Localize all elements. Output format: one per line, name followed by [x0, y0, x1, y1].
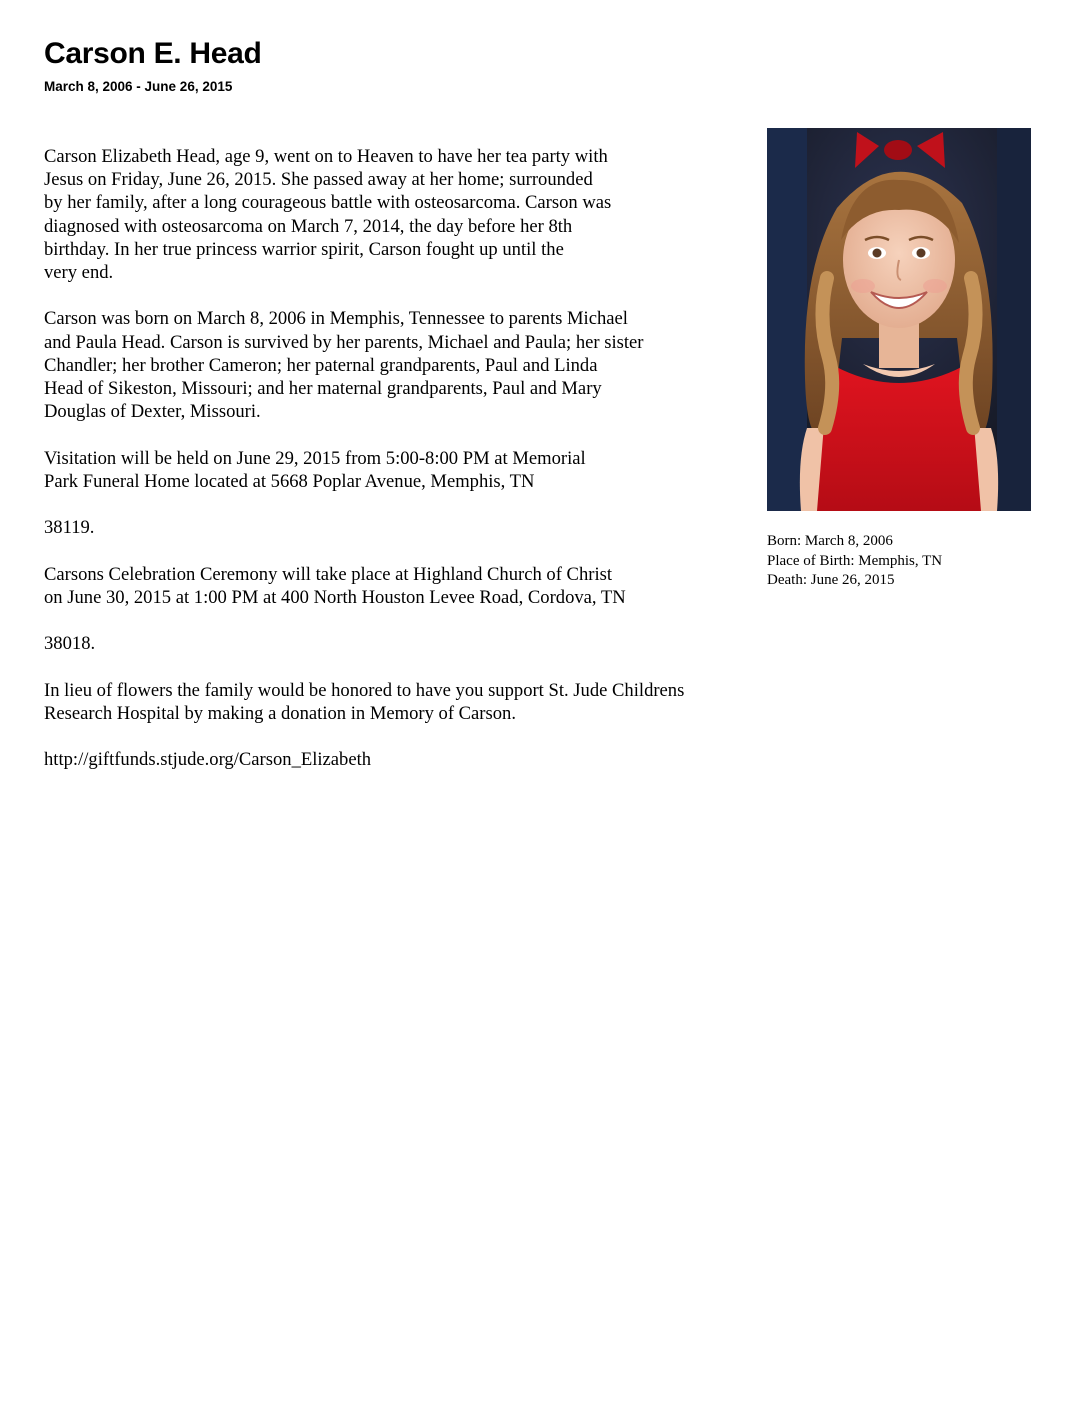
vital-details: [767, 532, 942, 591]
paragraph-family: Carson was born on March 8, 2006 in Memphis, Tennessee to parents Michael and Paula Head. Carson is survived by her parents, Michael and Paula; her sister Chandler; her brother Cameron; her paternal grandparents, Paul and Linda Head of Sikeston, Missouri; and her maternal grandparents, Paul and Mary Douglas of Dexter, Missouri.: [44, 308, 644, 423]
page-title: Carson E. Head: [44, 37, 262, 70]
paragraph-intro: Carson Elizabeth Head, age 9, went on to Heaven to have her tea party with Jesus on Friday, June 26, 2015. She passed away at her home; surrounded by her family, after a long courageous battle with osteosarcoma. Carson was diagnosed with osteosarcoma on March 7, 2014, the day before her 8th birthday. In her true princess warrior spirit, Carson fought up until the very end.: [44, 146, 612, 284]
born-date: Born: March 8, 2006: [767, 533, 893, 549]
obituary-body: [44, 145, 744, 795]
paragraph-visitation-zip: 38119.: [44, 517, 95, 539]
paragraph-ceremony: Carsons Celebration Ceremony will take place at Highland Church of Christ on June 30, 2015 at 1:00 PM at 400 North Houston Levee Road, Cordova, TN: [44, 563, 626, 608]
donation-link: http://giftfunds.stjude.org/Carson_Elizabeth: [44, 749, 372, 771]
paragraph-ceremony-zip: 38018.: [44, 633, 96, 655]
place-of-birth: Place of Birth: Memphis, TN: [767, 552, 943, 569]
portrait-photo: [767, 128, 1031, 511]
death-date: Death: June 26, 2015: [767, 572, 895, 588]
life-dates: March 8, 2006 - June 26, 2015: [44, 79, 233, 94]
paragraph-visitation: Visitation will be held on June 29, 2015 from 5:00-8:00 PM at Memorial Park Funeral Home located at 5668 Poplar Avenue, Memphis, TN: [44, 447, 586, 492]
paragraph-donation: In lieu of flowers the family would be honored to have you support St. Jude Childrens Research Hospital by making a donation in Memory of Carson.: [44, 679, 685, 724]
